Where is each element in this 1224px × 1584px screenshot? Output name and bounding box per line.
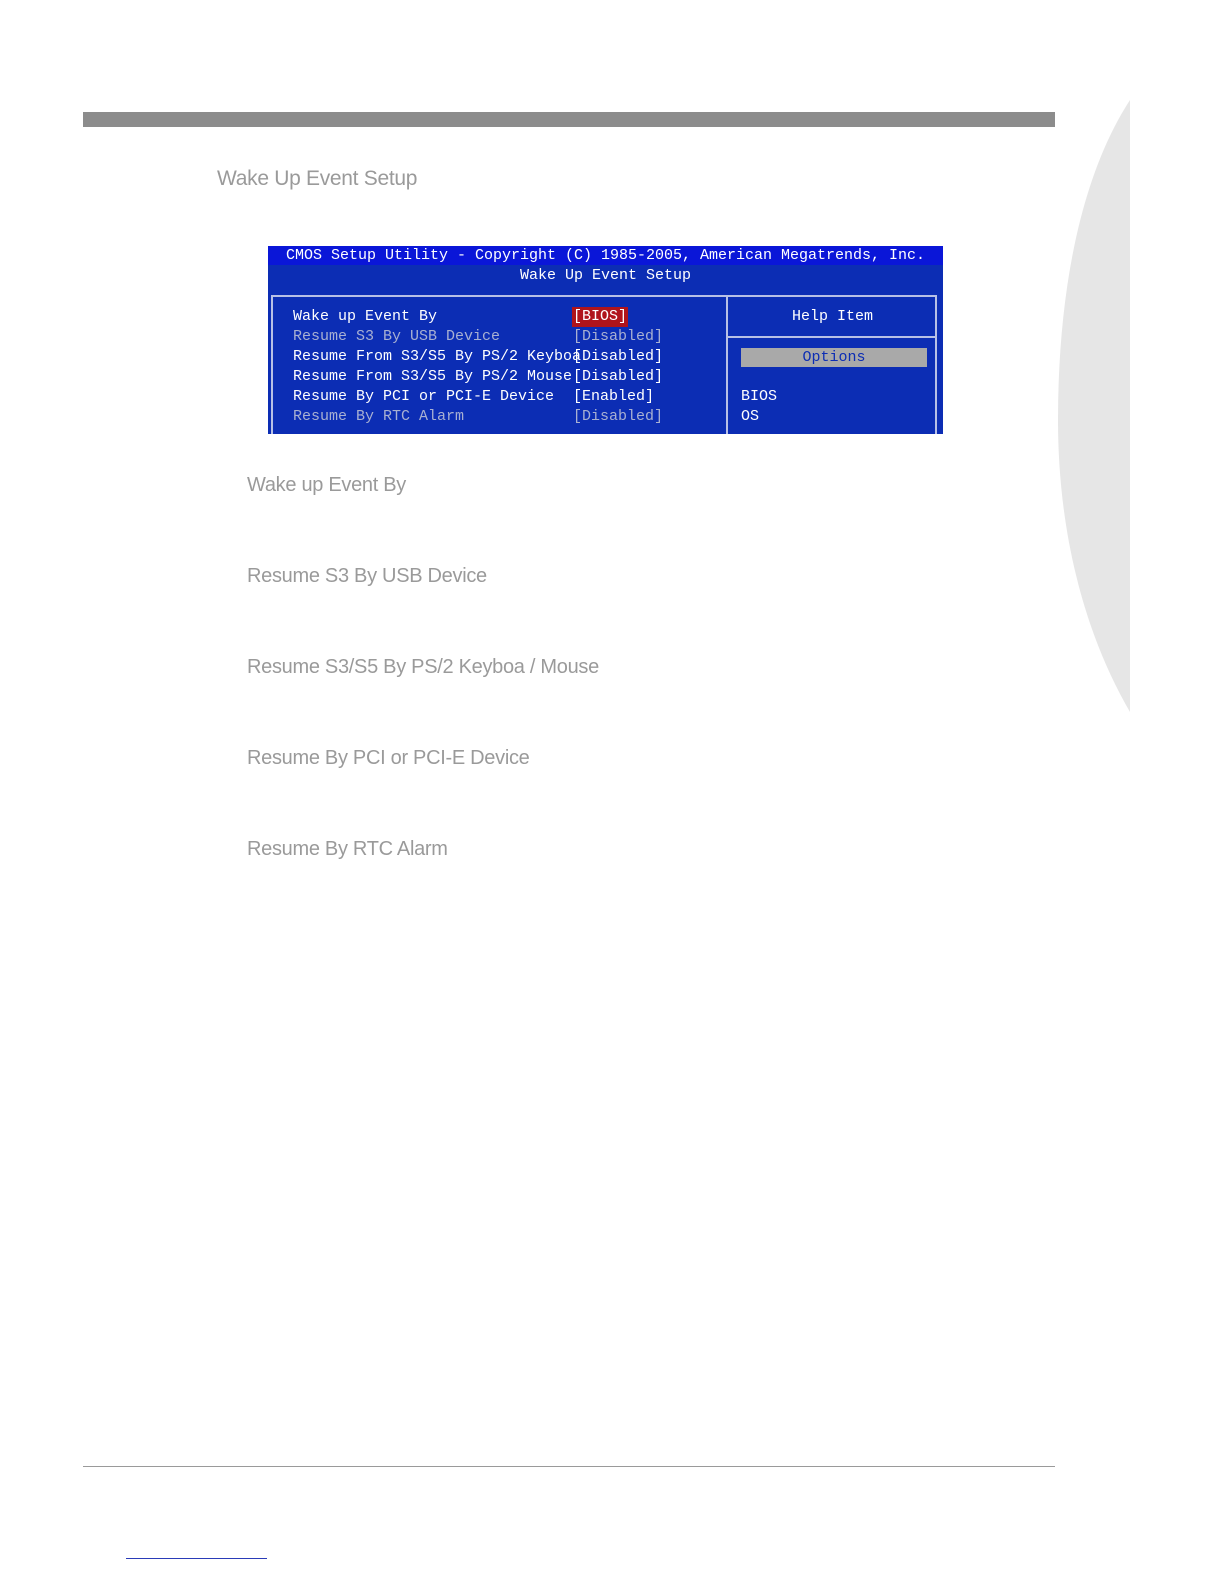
bios-row-resume-s3-usb (293, 327, 723, 347)
footer-link-underline (126, 1558, 267, 1559)
bios-screenshot (268, 246, 943, 434)
side-tab-shape (1058, 100, 1130, 712)
item-heading-wake-up-event-by: Wake up Event By (247, 474, 406, 496)
bios-row-value[interactable]: [Disabled] (573, 348, 664, 365)
bios-row-wake-up-event-by[interactable] (293, 307, 723, 327)
bios-help-divider (728, 336, 937, 338)
bios-row-value-selected[interactable]: [BIOS] (573, 308, 628, 325)
item-heading-resume-rtc-alarm: Resume By RTC Alarm (247, 838, 448, 860)
bios-row-label: Wake up Event By (293, 308, 438, 325)
help-options-bar: Options (741, 348, 927, 367)
bios-row-resume-ps2-mouse[interactable] (293, 367, 723, 387)
bios-row-label: Resume From S3/S5 By PS/2 Mouse (293, 368, 573, 385)
help-item-title: Help Item (791, 308, 873, 325)
bios-row-value[interactable]: [Disabled] (573, 368, 664, 385)
bios-row-value: [Disabled] (573, 408, 664, 425)
bios-screen-title: Wake Up Event Setup (519, 267, 692, 284)
bios-row-resume-ps2-keyboard[interactable] (293, 347, 723, 367)
item-heading-resume-pci: Resume By PCI or PCI-E Device (247, 747, 530, 769)
bios-row-label: Resume From S3/S5 By PS/2 Keyboa (293, 348, 582, 365)
bios-row-label: Resume By PCI or PCI-E Device (293, 388, 555, 405)
chapter-side-tab (1058, 100, 1130, 712)
bios-row-resume-rtc-alarm (293, 407, 723, 427)
bios-titlebar: CMOS Setup Utility - Copyright (C) 1985-2005, American Megatrends, Inc. (268, 246, 943, 265)
bios-row-resume-pci[interactable] (293, 387, 723, 407)
bios-row-value: [Disabled] (573, 328, 664, 345)
bios-row-label: Resume By RTC Alarm (293, 408, 465, 425)
header-rule (83, 112, 1055, 127)
bios-row-value[interactable]: [Enabled] (573, 388, 655, 405)
section-heading: Wake Up Event Setup (217, 167, 418, 190)
item-heading-resume-ps2: Resume S3/S5 By PS/2 Keyboa / Mouse (247, 656, 599, 678)
help-option-bios[interactable]: BIOS (741, 388, 778, 405)
item-heading-resume-s3-usb: Resume S3 By USB Device (247, 565, 487, 587)
footer-rule (83, 1466, 1055, 1467)
help-option-os[interactable]: OS (741, 408, 760, 425)
bios-row-label: Resume S3 By USB Device (293, 328, 501, 345)
